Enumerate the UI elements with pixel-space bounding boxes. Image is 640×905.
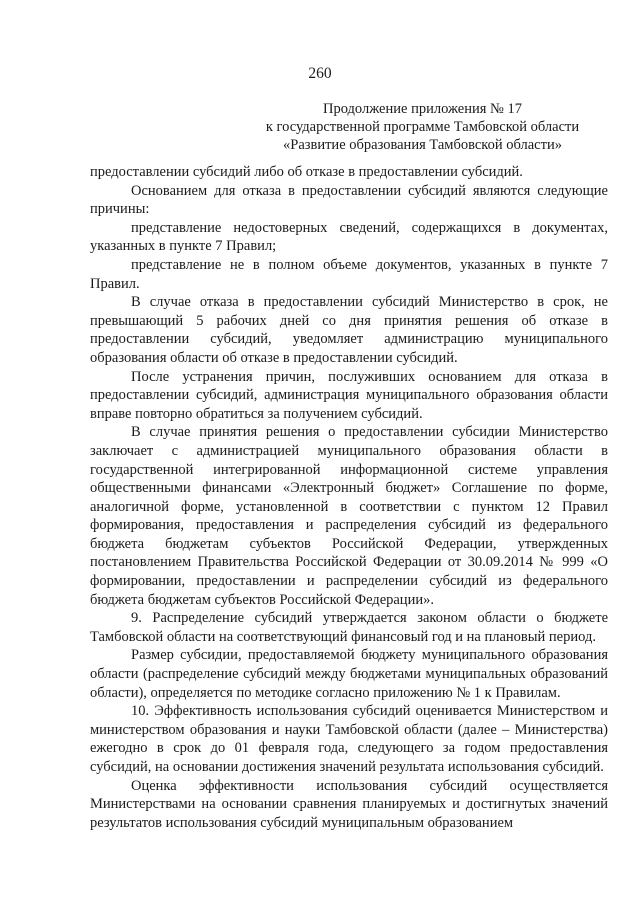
paragraph-agreement: В случае принятия решения о предоставлении субсидии Министерство заключает с администрацией муниципального образования области в государственной интегрированной информационной системе управления общественными финансами «Электронный бюджет» Соглашение по форме, аналогичной форме, установленной в соответствии с пунктом 12 Правил формирования, предоставления и распределения субсидий из федерального бюджета бюджетам субъектов Российской Федерации, утвержденных постановлением Правительства Российской Федерации от 30.09.2014 № 999 «О формировании, предоставлении и распределении субсидий из федерального бюджета бюджетам субъектов Российской Федерации».: [90, 424, 608, 608]
header-line-2: к государственной программе Тамбовской области: [265, 119, 580, 135]
paragraph-continuation: предоставлении субсидий либо об отказе в предоставлении субсидий.: [90, 164, 523, 180]
paragraph-reapplication: После устранения причин, послуживших основанием для отказа в предоставлении субсидий, администрация муниципального образования области вправе повторно обратиться за получением субсидий.: [90, 368, 608, 422]
paragraph-efficiency-evaluation: Оценка эффективности использования субсидий осуществляется Министерствами на основании сравнения планируемых и достигнутых значений результатов использования субсидий муниципальным образованием: [90, 777, 608, 831]
appendix-header: [230, 100, 615, 154]
header-line-1: Продолжение приложения № 17: [323, 101, 522, 117]
paragraph-grounds-item-2: представление не в полном объеме документов, указанных в пункте 7 Правил.: [90, 256, 608, 292]
header-line-3: «Развитие образования Тамбовской области»: [283, 137, 562, 153]
document-body: [90, 163, 608, 832]
paragraph-grounds-item-1: представление недостоверных сведений, содержащихся в документах, указанных в пункте 7 Правил;: [90, 219, 608, 255]
paragraph-item-10: 10. Эффективность использования субсидий оценивается Министерством и министерством образования и науки Тамбовской области (далее – Министерства) ежегодно в срок до 01 февраля года, следующего за годом предоставления субсидий, на основании достижения значений результата использования субсидий.: [90, 703, 608, 775]
paragraph-refusal-grounds: Основанием для отказа в предоставлении субсидий являются следующие причины:: [90, 182, 608, 218]
paragraph-refusal-notice: В случае отказа в предоставлении субсидий Министерство в срок, не превышающий 5 рабочих дней со дня принятия решения об отказе в предоставлении субсидий, уведомляет администрацию муниципального образования области об отказе в предоставлении субсидий.: [90, 294, 608, 366]
paragraph-item-9: 9. Распределение субсидий утверждается законом области о бюджете Тамбовской области на соответствующий финансовый год и на плановый период.: [90, 610, 608, 645]
paragraph-subsidy-size: Размер субсидии, предоставляемой бюджету муниципального образования области (распределение субсидий между бюджетами муниципальных образований области), определяется по методике согласно приложению № 1 к Правилам.: [90, 647, 608, 701]
page-number: 260: [308, 65, 332, 82]
